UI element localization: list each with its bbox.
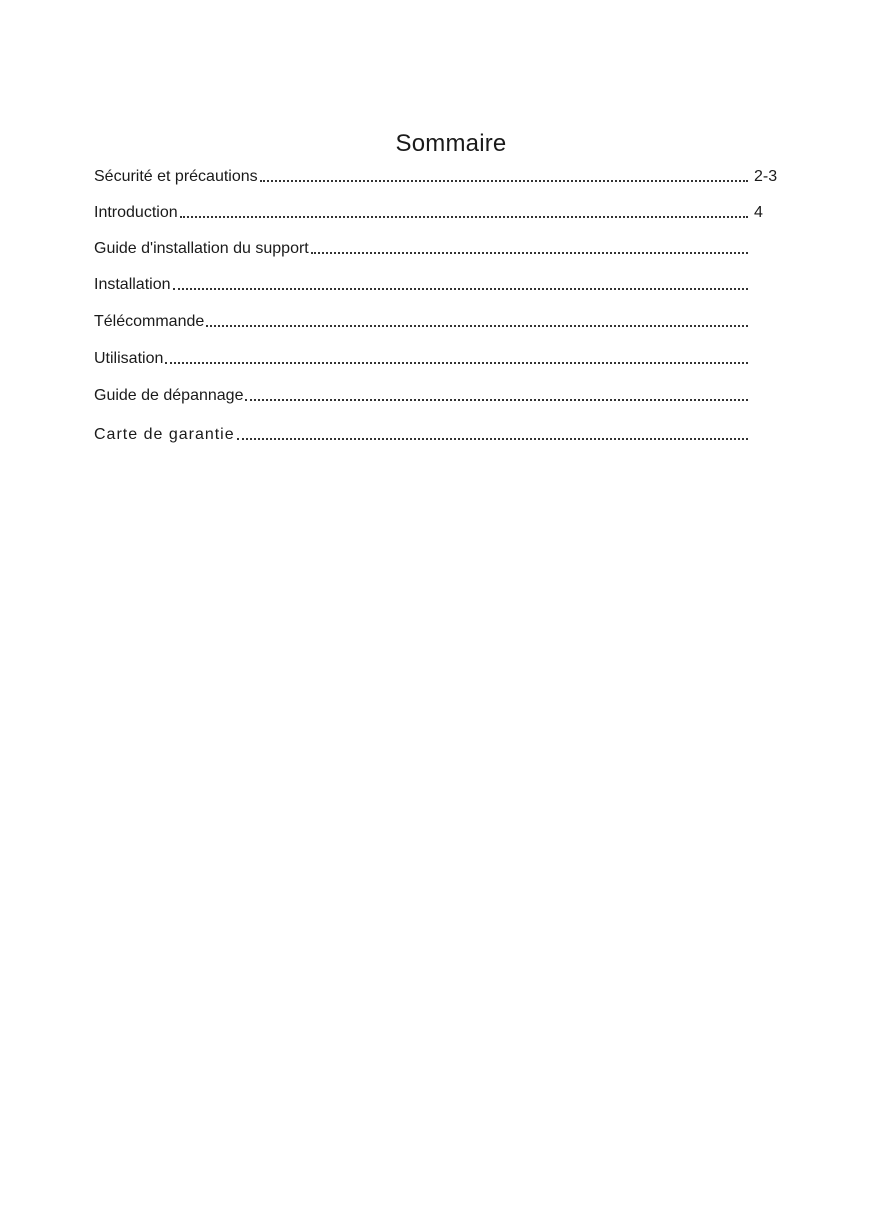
dot-leader	[311, 252, 748, 254]
toc-entry-label: Guide d'installation du support	[94, 240, 309, 257]
toc-entry-label: Installation	[94, 276, 171, 293]
page-title: Sommaire	[395, 130, 507, 158]
dot-leader	[165, 362, 748, 364]
toc-entry-guide-installation-support[interactable]	[94, 234, 794, 258]
toc-entry-utilisation[interactable]	[94, 344, 794, 368]
toc-entry-carte-garantie[interactable]	[94, 420, 794, 444]
toc-entry-label: Carte de garantie	[94, 426, 235, 443]
dot-leader	[245, 399, 748, 401]
toc-entry-label: Utilisation	[94, 350, 164, 367]
toc-entry-label: Sécurité et précautions	[94, 168, 258, 185]
toc-entry-telecommande[interactable]	[94, 307, 794, 331]
toc-entry-label: Guide de dépannage	[94, 387, 244, 404]
dot-leader	[260, 180, 748, 182]
dot-leader	[173, 288, 749, 290]
dot-leader	[206, 325, 748, 327]
toc-entry-installation[interactable]	[94, 270, 794, 294]
dot-leader	[180, 216, 748, 218]
toc-entry-securite[interactable]	[94, 162, 794, 186]
toc-entry-page: 2-3	[754, 168, 778, 185]
toc-entry-label: Télécommande	[94, 313, 205, 330]
toc-entry-page: 4	[754, 204, 763, 221]
toc-entry-guide-depannage[interactable]	[94, 381, 794, 405]
toc-entry-label: Introduction	[94, 204, 178, 221]
toc-entry-introduction[interactable]	[94, 198, 794, 222]
dot-leader	[237, 438, 748, 440]
